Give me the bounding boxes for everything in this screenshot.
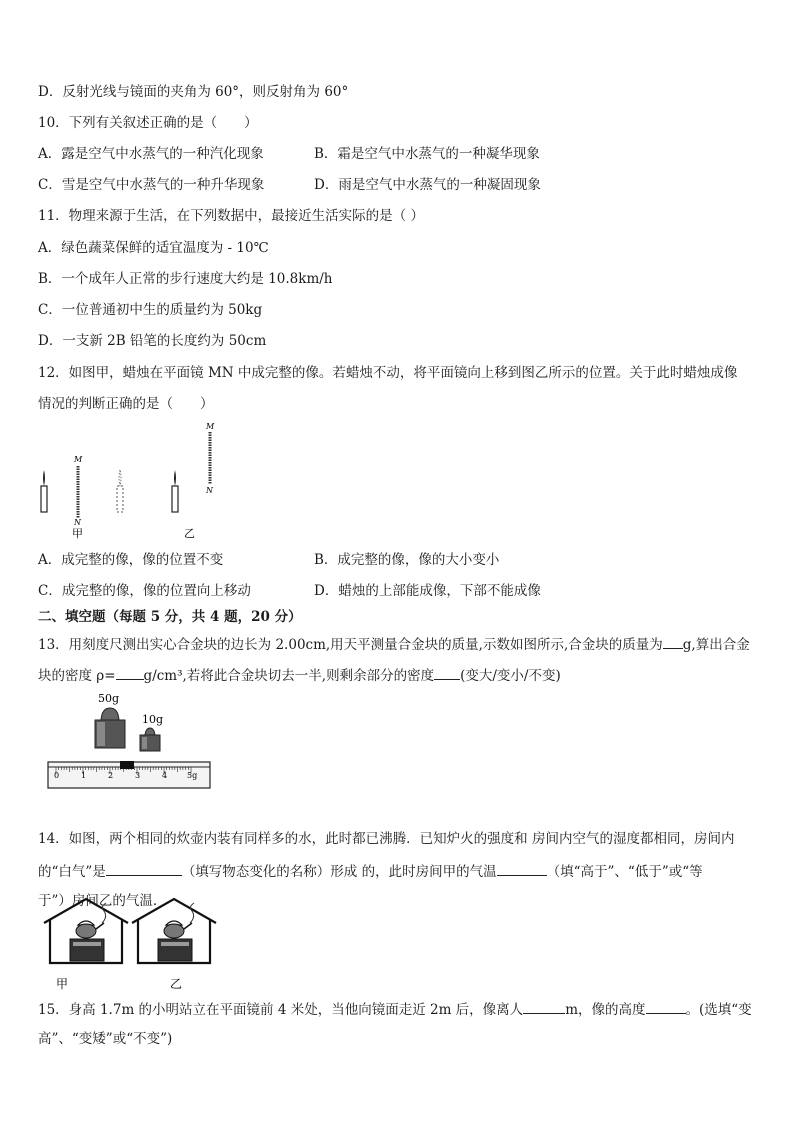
mirror-yi <box>205 422 215 495</box>
q13-text: g/cm³,若将此合金块切去一半,则剩余部分的密度 <box>143 668 435 684</box>
q12-option-c: C．成完整的像，像的位置向上移动 <box>38 583 251 599</box>
q14-line3: 于”）房间乙的气温． <box>38 893 167 909</box>
stove-icon <box>158 939 192 961</box>
q10-option-a: A．露是空气中水蒸气的一种汽化现象 <box>38 146 264 162</box>
q10-option-b: B．霜是空气中水蒸气的一种凝华现象 <box>314 146 540 162</box>
q13-text: (变大/变小/不变) <box>460 668 561 684</box>
q14-line2 <box>38 861 703 881</box>
answer-blank-temperature[interactable] <box>497 861 547 876</box>
candle-icon <box>172 470 178 512</box>
section-heading: 二、填空题（每题 5 分，共 4 题，20 分） <box>38 609 302 625</box>
candle-icon <box>41 470 47 512</box>
mirror-jia <box>73 455 83 527</box>
tick-label: 4 <box>162 771 168 780</box>
q11-option-b: B．一个成年人正常的步行速度大约是 10.8km/h <box>38 271 333 287</box>
weight-10g-label: 10g <box>142 713 164 726</box>
q9-option-d: D．反射光线与镜面的夹角为 60°，则反射角为 60° <box>38 84 349 100</box>
q13-balance-figure <box>46 690 212 790</box>
candle-image-icon <box>117 470 123 512</box>
q15-text: 。(选填“变 <box>685 1002 752 1018</box>
q12-option-d: D．蜡烛的上部能成像，下部不能成像 <box>314 583 541 599</box>
q11-option-d: D．一支新 2B 铅笔的长度约为 50cm <box>38 333 267 349</box>
q15-text: 15．身高 1.7m 的小明站立在平面镜前 4 米处，当他向镜面走近 2m 后，像离人 <box>38 1002 524 1018</box>
tick-label: 5g <box>187 771 198 780</box>
q13-line1 <box>38 634 750 654</box>
q14-text: （填“高于”、“低于”或“等 <box>546 864 703 880</box>
q13-text: 块的密度 ρ= <box>38 668 116 684</box>
answer-blank-density[interactable] <box>116 665 144 680</box>
q13-text: g,算出合金 <box>682 637 750 653</box>
q10-stem: 10．下列有关叙述正确的是（ ） <box>38 115 258 131</box>
answer-blank-height[interactable] <box>646 999 686 1014</box>
tick-label: 0 <box>54 771 60 780</box>
q12-stem-line1: 12．如图甲，蜡烛在平面镜 MN 中成完整的像。若蜡烛不动，将平面镜向上移到图乙所示的位置。关于此时蜡烛成像 <box>38 365 738 381</box>
balance-beam-scale <box>48 761 210 788</box>
q13-text: 13．用刻度尺测出实心合金块的边长为 2.00cm,用天平测量合金块的质量,示数如图所示,合金块的质量为 <box>38 637 663 653</box>
answer-blank-white-gas[interactable] <box>106 861 182 876</box>
stove-icon <box>70 939 104 961</box>
q15-line1 <box>38 999 752 1019</box>
room-yi <box>132 899 216 991</box>
q12-option-a: A．成完整的像，像的位置不变 <box>38 552 224 568</box>
q14-text: （填写物态变化的名称）形成 的，此时房间甲的气温 <box>181 864 497 880</box>
q12-option-b: B．成完整的像，像的大小变小 <box>314 552 500 568</box>
weight-10g-icon <box>140 713 163 751</box>
answer-blank-mass[interactable] <box>663 634 683 649</box>
label-n-jia: N <box>74 518 81 527</box>
q10-option-d: D．雨是空气中水蒸气的一种凝固现象 <box>314 177 541 193</box>
label-m-jia: M <box>74 455 83 464</box>
label-jia: 甲 <box>72 527 83 540</box>
rider-slider <box>120 761 134 769</box>
weight-50g-label: 50g <box>98 692 120 705</box>
q14-text: 的“白气”是 <box>38 864 106 880</box>
q15-line2: 高”、“变矮”或“不变”) <box>38 1031 173 1047</box>
q10-option-c: C．雪是空气中水蒸气的一种升华现象 <box>38 177 265 193</box>
q15-text: m，像的高度 <box>565 1002 646 1018</box>
q13-line2 <box>38 665 561 685</box>
label-n-yi: N <box>206 486 213 495</box>
tick-label: 3 <box>135 771 141 780</box>
label-jia: 甲 <box>56 977 69 991</box>
q11-option-c: C．一位普通初中生的质量约为 50kg <box>38 302 263 318</box>
label-yi: 乙 <box>184 527 195 540</box>
weight-50g-icon <box>95 692 125 748</box>
answer-blank-distance[interactable] <box>523 999 565 1014</box>
q12-stem-line2: 情况的判断正确的是（ ） <box>38 396 214 412</box>
tick-label: 2 <box>108 771 114 780</box>
q11-stem: 11．物理来源于生活，在下列数据中，最接近生活实际的是（ ） <box>38 208 424 224</box>
q14-rooms-figure <box>42 893 222 993</box>
room-jia <box>44 899 128 991</box>
tick-label: 1 <box>81 771 87 780</box>
q11-option-a: A．绿色蔬菜保鲜的适宜温度为 - 10℃ <box>38 240 269 256</box>
label-m-yi: M <box>206 422 215 431</box>
q12-figure <box>34 420 234 542</box>
q14-line1: 14．如图，两个相同的炊壶内装有同样多的水，此时都已沸腾．已知炉火的强度和 房间内空气的湿度都相同，房间内 <box>38 831 735 847</box>
answer-blank-density-change[interactable] <box>434 665 460 680</box>
label-yi: 乙 <box>170 977 183 991</box>
